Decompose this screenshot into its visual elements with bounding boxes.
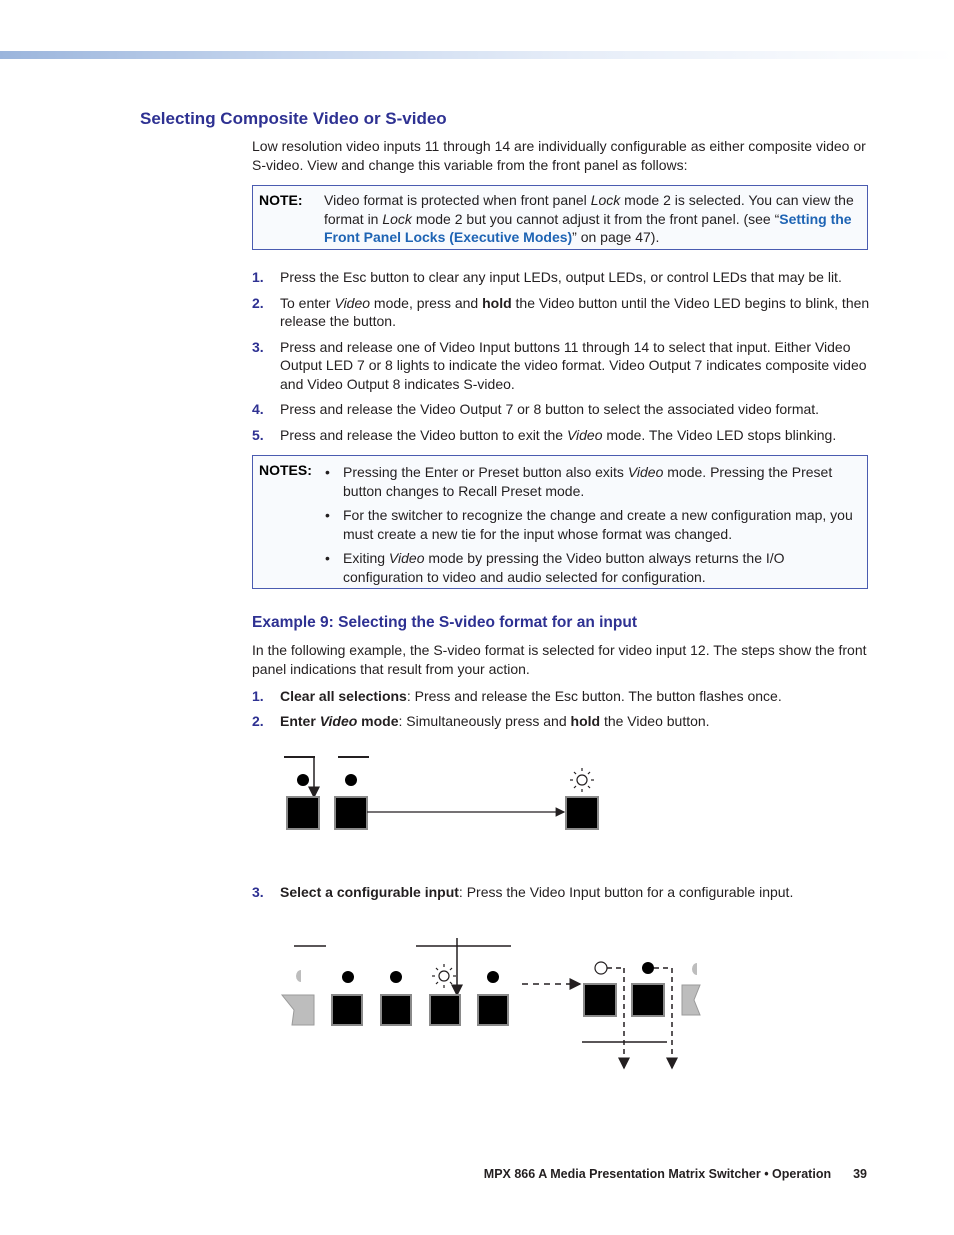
step-item: 1. Press the Esc button to clear any input LEDs, output LEDs, or control LEDs that may be lit. [252, 269, 842, 285]
notes-list [323, 463, 863, 592]
notes-item: • Pressing the Enter or Preset button also exits Video mode. Pressing the Preset button changes to Recall Preset mode. [323, 463, 863, 500]
led-icon [345, 774, 357, 786]
step-item: 4. Press and release the Video Output 7 or 8 button to select the associated video format. [252, 401, 820, 417]
notes-box [252, 455, 868, 589]
step-item: 2. Enter Video mode: Simultaneously press and hold the Video button. [252, 712, 710, 729]
step-item: 3. Select a configurable input: Press the Video Input button for a configurable input. [252, 884, 794, 900]
step-item: 5. Press and release the Video button to exit the Video mode. The Video LED stops blinking. [252, 426, 837, 443]
input-button [332, 995, 362, 1025]
led-icon [342, 971, 354, 983]
page-footer [484, 1167, 867, 1181]
example-intro: In the following example, the S-video format is selected for video input 12. The steps show the front panel indications that result from your action. [252, 642, 867, 677]
panel-button [335, 797, 367, 829]
input-button [430, 995, 460, 1025]
blinking-led-icon [570, 768, 594, 792]
led-icon [297, 774, 309, 786]
blinking-led-icon [432, 964, 456, 988]
notes-item: • For the switcher to recognize the change and create a new configuration map, you must create a new tie for the input whose format was changed. [323, 506, 863, 543]
partial-led-icon [692, 963, 697, 975]
procedure-steps [252, 268, 872, 451]
header-gradient-bar [0, 51, 954, 59]
partial-led-icon [296, 970, 301, 982]
step-item: 2. To enter Video mode, press and hold the Video button until the Video LED begins to blink, then release the button. [252, 294, 870, 329]
note-label: NOTE: [259, 192, 303, 208]
example-title: Example 9: Selecting the S-video format for an input [252, 614, 637, 631]
step-item: 1. Clear all selections: Press and release the Esc button. The button flashes once. [252, 688, 782, 704]
page-number: 39 [853, 1167, 867, 1181]
notes-item: • Exiting Video mode by pressing the Video button always returns the I/O configuration to video and audio selected for configuration. [323, 549, 863, 586]
notes-label: NOTES: [259, 462, 312, 478]
note-box [252, 185, 868, 250]
example-steps [252, 687, 872, 736]
example-steps-continued [252, 883, 872, 902]
step-item: 3. Press and release one of Video Input buttons 11 through 14 to select that input. Either Video Output LED 7 or 8 lights to indicate the video format. Video Output 7 indicates composite video and Video Output 8 indicates S-video. [252, 338, 867, 392]
input-button [381, 995, 411, 1025]
note-text: Video format is protected when front panel Lock mode 2 is selected. You can view the format in Lock mode 2 but you cannot adjust it from the front panel. (see “Setting the Front Panel Locks (Executive Modes)” on page 47). [324, 192, 854, 245]
lit-led-icon [642, 962, 654, 974]
partial-button [682, 985, 700, 1015]
led-icon [487, 971, 499, 983]
section-title: Selecting Composite Video or S-video [140, 109, 447, 128]
footer-title: MPX 866 A Media Presentation Matrix Switcher • Operation [483, 1167, 832, 1181]
output-button [584, 984, 616, 1016]
partial-button [282, 995, 314, 1025]
led-icon [390, 971, 402, 983]
intro-paragraph: Low resolution video inputs 11 through 14 are individually configurable as either composite video or S-video. View and change this variable from the front panel as follows: [252, 138, 866, 173]
video-button [566, 797, 598, 829]
unlit-led-icon [595, 962, 607, 974]
panel-button [287, 797, 319, 829]
input-button [478, 995, 508, 1025]
cross-reference-link[interactable]: Setting the Front Panel Locks (Executive Modes) [324, 210, 852, 245]
output-button [632, 984, 664, 1016]
